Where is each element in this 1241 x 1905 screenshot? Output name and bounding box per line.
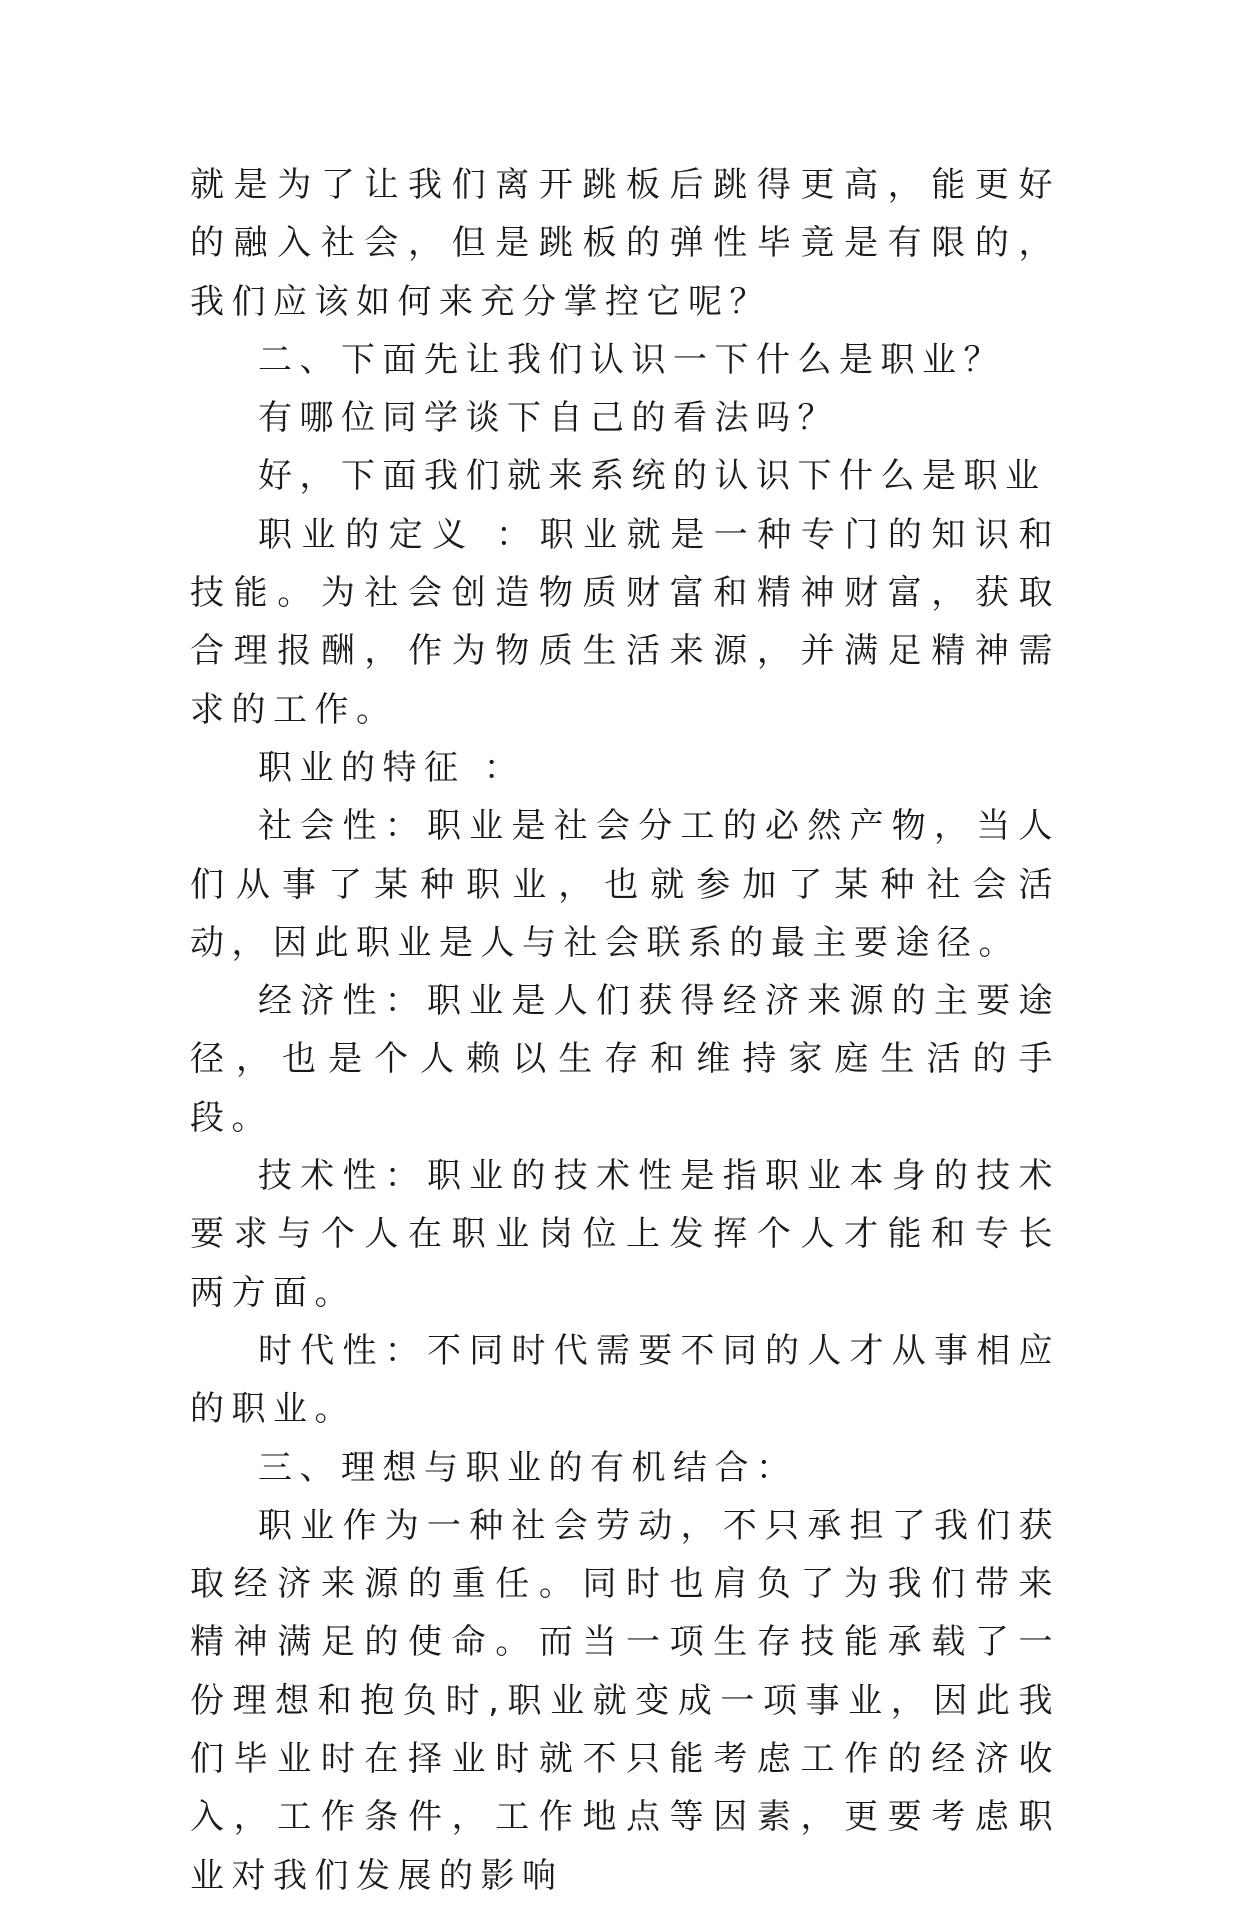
paragraph-feature-economic: 经济性：职业是人们获得经济来源的主要途径，也是个人赖以生存和维持家庭生活的手段。: [190, 981, 1060, 1138]
paragraph-career-features-heading: 职业的特征 ：: [258, 747, 526, 788]
paragraph-transition: 好，下面我们就来系统的认识下什么是职业: [258, 456, 1047, 497]
paragraph-question: 有哪位同学谈下自己的看法吗？: [258, 398, 839, 439]
paragraph-feature-era: 时代性：不同时代需要不同的人才从事相应的职业。: [190, 1330, 1060, 1430]
document-body: [190, 156, 1060, 1905]
paragraph-feature-technical: 技术性：职业的技术性是指职业本身的技术要求与个人在职业岗位上发挥个人才能和专长两方面。: [190, 1156, 1060, 1313]
section-heading-ideal-and-career: 三、理想与职业的有机结合：: [258, 1447, 798, 1488]
paragraph-continuation: 就是为了让我们离开跳板后跳得更高，能更好的融入社会，但是跳板的弹性毕竟是有限的，我们应该如何来充分掌控它呢？: [190, 165, 1060, 322]
paragraph-feature-social: 社会性：职业是社会分工的必然产物，当人们从事了某种职业，也就参加了某种社会活动，因此职业是人与社会联系的最主要途径。: [190, 806, 1060, 963]
section-heading-what-is-career: 二、下面先让我们认识一下什么是职业？: [258, 339, 1005, 380]
paragraph-ideal-career-body: 职业作为一种社会劳动，不只承担了我们获取经济来源的重任。同时也肩负了为我们带来精神满足的使命。而当一项生存技能承载了一份理想和抱负时,职业就变成一项事业，因此我们毕业时在择业时就不只能考虑工作的经济收入，工作条件，工作地点等因素，更要考虑职业对我们发展的影响: [190, 1505, 1060, 1896]
paragraph-career-definition: 职业的定义 ：职业就是一种专门的知识和技能。为社会创造物质财富和精神财富，获取合理报酬，作为物质生活来源，并满足精神需求的工作。: [190, 514, 1060, 730]
